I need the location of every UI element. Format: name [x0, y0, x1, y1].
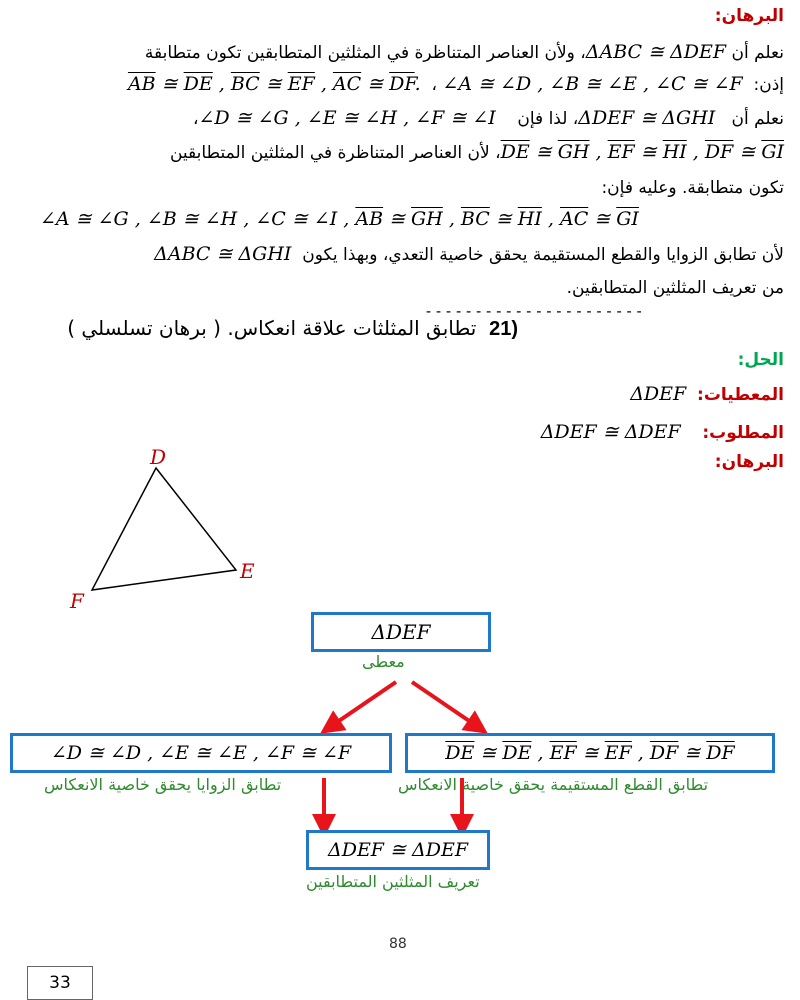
- required-value: ΔDEF ≅ ΔDEF: [540, 421, 681, 443]
- separator-line: ----------------------: [424, 302, 645, 320]
- required-label: المطلوب:: [702, 423, 784, 443]
- flow-top-box: ΔDEF: [311, 612, 491, 652]
- problem-statement: 21) تطابق المثلثات علاقة انعكاس. ( برهان تسلسلي ): [67, 316, 518, 340]
- flow-right-box: $\overline{DE}$ ≅ $\overline{DE}$ , $\overline{EF}$ ≅ $\overline{EF}$ , $\overline{DF}$ ≅ $\overline{DF}$: [405, 733, 775, 773]
- page-number: 88: [389, 936, 407, 952]
- proof-line-7: لأن تطابق الزوايا والقطع المستقيمة يحقق خاصية التعدي، وبهذا يكون ΔABC ≅ ΔGHI: [154, 243, 784, 265]
- vertex-d-label: D: [150, 445, 167, 469]
- flow-right-caption: تطابق القطع المستقيمة يحقق خاصية الانعكاس: [398, 775, 709, 794]
- required-row: [541, 418, 784, 447]
- proof-line-4: $\overline{DE}$ ≅ $\overline{GH}$ , $\overline{EF}$ ≅ $\overline{HI}$ , $\overline{DF}$ ≅ $\overline{GI}،$ لأن العناصر المتناظرة في المثلثين المتطابقين: [169, 141, 784, 163]
- proof-line-3: نعلم أن ΔDEF ≅ ΔGHI، لذا فإن ∠D ≅ ∠G , ∠E ≅ ∠H , ∠F ≅ ∠I،: [192, 107, 784, 129]
- proof-label: البرهان:: [714, 452, 784, 472]
- proof-line-8: من تعريف المثلثين المتطابقين.: [566, 278, 784, 298]
- triangle-shape: [92, 468, 236, 590]
- flow-bottom-caption: تعريف المثلثين المتطابقين: [306, 872, 480, 891]
- arrow-top-to-left: [330, 682, 396, 727]
- given-label: المعطيات:: [697, 385, 784, 405]
- given-row: [630, 380, 784, 409]
- proof-line-6: ∠A ≅ ∠G , ∠B ≅ ∠H , ∠C ≅ ∠I , $\overline{AB}$ ≅ $\overline{GH}$ , $\overline{BC}$ ≅ $\overline{HI}$ , $\overline{AC}$ ≅ $\overline{GI}$: [40, 208, 639, 230]
- flow-left-box: ∠D ≅ ∠D , ∠E ≅ ∠E , ∠F ≅ ∠F: [10, 733, 392, 773]
- problem-number: 21): [489, 318, 518, 340]
- page-box-number: 33: [27, 966, 93, 1000]
- arrow-top-to-right: [412, 682, 478, 727]
- flow-left-caption: تطابق الزوايا يحقق خاصية الانعكاس: [44, 775, 282, 794]
- flow-top-caption: معطى: [362, 652, 405, 671]
- given-value: ΔDEF: [630, 383, 687, 405]
- solution-label: الحل:: [737, 350, 784, 370]
- proof-heading: البرهان:: [714, 6, 784, 26]
- vertex-e-label: E: [240, 559, 255, 583]
- proof-line-5: تكون متطابقة. وعليه فإن:: [601, 178, 784, 198]
- flow-bottom-box: ΔDEF ≅ ΔDEF: [306, 830, 490, 870]
- vertex-f-label: F: [70, 589, 84, 613]
- proof-line-1: نعلم أن ΔABC ≅ ΔDEF، ولأن العناصر المتناظرة في المثلثين المتطابقين تكون متطابقة: [144, 41, 784, 63]
- proof-line-2: إذن: ∠A ≅ ∠D , ∠B ≅ ∠E , ∠C ≅ ∠F ، $\overline{AB}$ ≅ $\overline{DE}$ , $\overline{BC}$ ≅ $\overline{EF}$ , $\overline{AC}$ ≅ $\overline{DF}$.: [127, 73, 784, 95]
